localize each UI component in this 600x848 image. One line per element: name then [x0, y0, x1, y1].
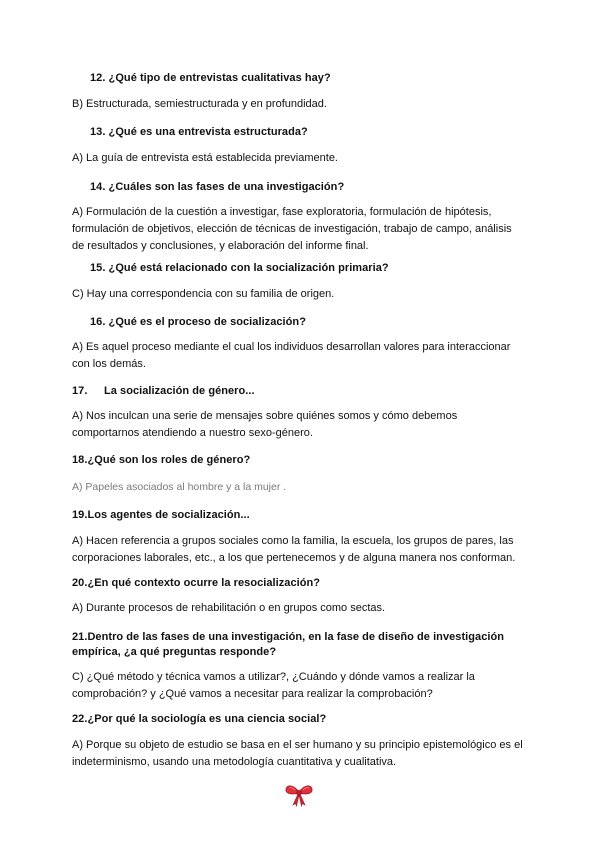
question-17	[72, 385, 255, 397]
answer-19	[72, 533, 515, 567]
question-text: La socialización de género...	[104, 385, 255, 397]
answer-line: con los demás.	[72, 358, 146, 370]
answer-17	[72, 408, 457, 442]
question-15: 15. ¿Qué está relacionado con la socialización primaria?	[90, 262, 389, 274]
answer-15	[72, 286, 334, 303]
ribbon-bow-icon	[284, 783, 314, 807]
answer-line: A) Durante procesos de rehabilitación o en grupos como sectas.	[72, 602, 386, 614]
answer-line: A) Formulación de la cuestión a investigar, fase exploratoria, formulación de hipótesis,	[72, 206, 492, 218]
answer-line: A) Hacen referencia a grupos sociales como la familia, la escuela, los grupos de pares, las	[72, 535, 514, 547]
answer-22	[72, 737, 523, 771]
question-number: 17.	[72, 385, 88, 397]
answer-14	[72, 204, 512, 255]
question-line: 21.Dentro de las fases de una investigación, en la fase de diseño de investigación	[72, 631, 505, 643]
question-12: 12. ¿Qué tipo de entrevistas cualitativas hay?	[90, 72, 331, 84]
answer-line: A) Porque su objeto de estudio se basa en el ser humano y su principio epistemológico es el	[72, 739, 523, 751]
question-21	[72, 630, 504, 660]
answer-line: A) Papeles asociados al hombre y a la mujer .	[72, 481, 287, 493]
answer-line: corporaciones laborales, etc., a los que pertenecemos y de alguna manera nos conforman.	[72, 552, 516, 564]
answer-line: de resultados y conclusiones, y elaboración del informe final.	[72, 240, 369, 252]
answer-line: formulación de objetivos, elección de técnicas de investigación, trabajo de campo, análisis	[72, 223, 512, 235]
answer-line: C) ¿Qué método y técnica vamos a utilizar?, ¿Cuándo y dónde vamos a realizar la	[72, 671, 475, 683]
answer-line: comportarnos atendiendo a nuestro sexo-género.	[72, 427, 313, 439]
answer-21	[72, 669, 475, 703]
question-line: empírica, ¿a qué preguntas responde?	[72, 646, 277, 658]
answer-line: A) La guía de entrevista está establecida previamente.	[72, 152, 338, 164]
question-14: 14. ¿Cuáles son las fases de una investigación?	[90, 181, 345, 193]
question-16: 16. ¿Qué es el proceso de socialización?	[90, 316, 306, 328]
question-22: 22.¿Por qué la sociología es una ciencia social?	[72, 713, 327, 725]
question-20: 20.¿En qué contexto ocurre la resocialización?	[72, 577, 321, 589]
answer-20	[72, 600, 385, 617]
answer-12	[72, 96, 327, 113]
question-18: 18.¿Qué son los roles de género?	[72, 454, 251, 466]
answer-line: A) Nos inculcan una serie de mensajes sobre quiénes somos y cómo debemos	[72, 410, 458, 422]
answer-13	[72, 150, 338, 167]
answer-line: B) Estructurada, semiestructurada y en profundidad.	[72, 98, 327, 110]
question-13: 13. ¿Qué es una entrevista estructurada?	[90, 126, 308, 138]
answer-line: comprobación? y ¿Qué vamos a necesitar para realizar la comprobación?	[72, 688, 433, 700]
answer-18	[72, 479, 286, 496]
answer-16	[72, 339, 510, 373]
answer-line: indeterminismo, usando una metodología cuantitativa y cualitativa.	[72, 756, 397, 768]
answer-line: A) Es aquel proceso mediante el cual los individuos desarrollan valores para interaccionar	[72, 341, 511, 353]
question-19: 19.Los agentes de socialización...	[72, 509, 250, 521]
answer-line: C) Hay una correspondencia con su familia de origen.	[72, 288, 335, 300]
